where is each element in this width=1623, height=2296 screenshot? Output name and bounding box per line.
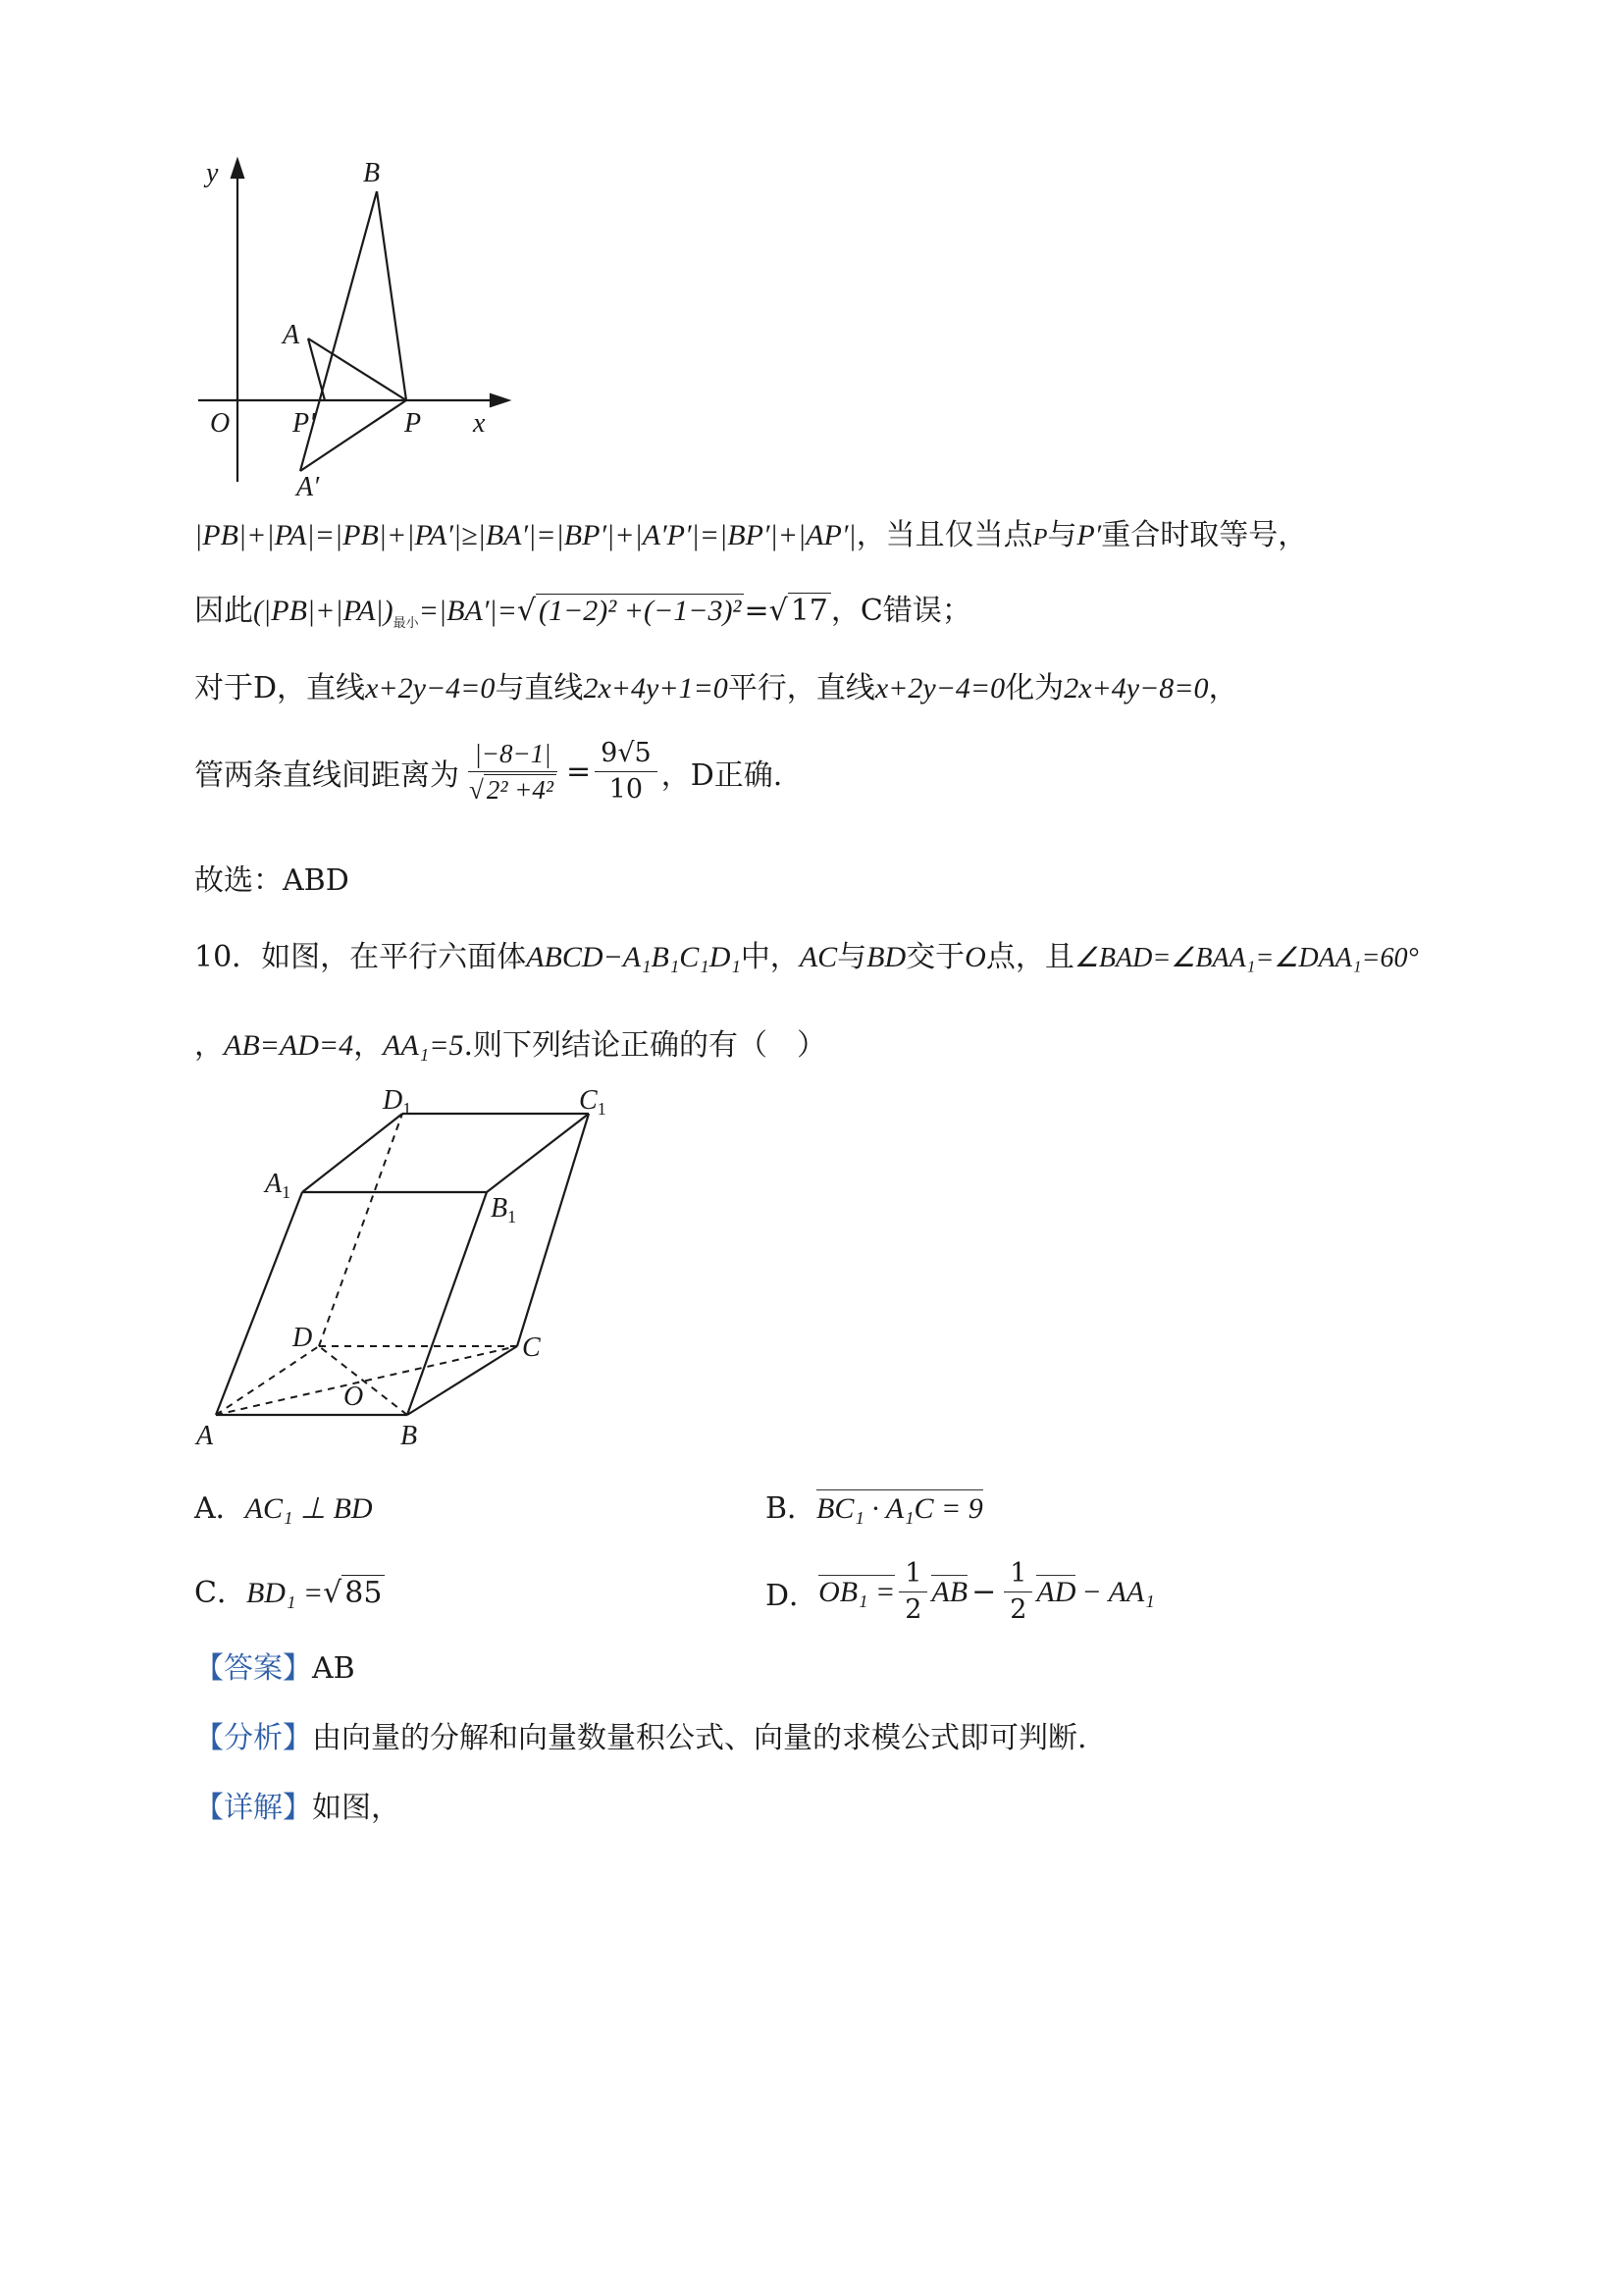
math-inequality: |PB|+|PA|=|PB|+|PA′|≥|BA′|=|BP′|+|A′P′|=|BP′|+|AP′|: [194, 519, 857, 551]
label-aprime: A′: [296, 472, 320, 496]
answer-choice-line: 故选：ABD: [194, 863, 349, 898]
label-d: D: [292, 1323, 313, 1353]
label-a: A: [283, 320, 300, 350]
edge-d-d1: [319, 1114, 402, 1346]
parallelepiped-figure: [186, 1079, 628, 1452]
label-o: O: [343, 1382, 364, 1412]
label-a: A: [196, 1421, 214, 1451]
solution-line-1: |PB|+|PA|=|PB|+|PA′|≥|BA′|=|BP′|+|A′P′|=|BP′|+|AP′|，当且仅当点P与P′重合时取等号，: [194, 518, 1308, 552]
label-b1: $B_1$: [491, 1193, 517, 1226]
answer-line: 【答案】AB: [194, 1651, 355, 1686]
answer-tag: 【答案】: [194, 1651, 312, 1686]
analysis-tag: 【分析】: [194, 1721, 312, 1755]
detail-line: 【详解】如图，: [194, 1791, 400, 1825]
question-10-line-1: 10．如图，在平行六面体ABCD−A₁B₁C₁D₁中，AC与BD交于O点，且∠BAD=∠BAA₁=∠DAA₁=60°: [194, 940, 1419, 974]
edge-a-a1: [216, 1192, 302, 1415]
edge-b-b1: [407, 1192, 487, 1415]
option-b: B．BC₁ · A₁C = 9: [765, 1491, 983, 1526]
label-c: C: [522, 1332, 541, 1363]
option-a: A．AC₁ ⊥ BD: [194, 1491, 373, 1526]
diagonal-ac: [216, 1346, 517, 1415]
question-10-line-2: ，AB=AD=4，AA₁=5.则下列结论正确的有（ ）: [194, 1028, 827, 1063]
distance-result-fraction: $\frac{9√5}{10}$: [595, 738, 657, 806]
label-x: x: [473, 408, 486, 439]
detail-tag: 【详解】: [194, 1791, 312, 1825]
label-b: B: [400, 1421, 418, 1451]
label-o: O: [210, 408, 231, 439]
solution-line-4: 管两条直线间距离为 $\frac{|-8-1|}{\text{√ 2² +4²}}$ = $\frac{9√5}{10}$ ，D正确.: [194, 738, 783, 805]
edge-b-c: [407, 1346, 517, 1415]
label-y: y: [206, 158, 219, 188]
label-b: B: [363, 158, 381, 188]
option-c: C．BD₁ =√ 85: [194, 1568, 385, 1611]
option-d: D． OB₁ = $\frac{1}{2}$ AB − $\frac{1}{2}$ AD − AA₁: [765, 1558, 1155, 1625]
edge-a-d: [216, 1346, 319, 1415]
analysis-line: 【分析】由向量的分解和向量数量积公式、向量的求模公式即可判断.: [194, 1721, 1087, 1755]
solution-line-2: 因此$(|PB|+|PA|)_{最小}=|BA'|=√$ (1−2)² +(−1−3)² =√ 17 ，C错误；: [194, 594, 971, 631]
solution-line-3: 对于D，直线x+2y−4=0与直线2x+4y+1=0平行，直线x+2y−4=0化为2x+4y−8=0，: [194, 671, 1238, 705]
label-pprime: P′: [292, 408, 316, 439]
label-a1: $A_1$: [265, 1169, 291, 1202]
segment-bp: [377, 191, 406, 400]
edge-b1-c1: [487, 1114, 589, 1192]
coordinate-figure: [186, 152, 520, 496]
label-c1: $C_1$: [579, 1085, 606, 1119]
root-expression: (1−2)² +(−1−3)²: [536, 594, 744, 627]
edge-c-c1: [517, 1114, 589, 1346]
label-d1: $D_1$: [383, 1085, 412, 1119]
label-p: P: [404, 408, 422, 439]
distance-fraction: $\frac{|-8-1|}{\text{√ 2² +4²}}$: [463, 738, 562, 806]
